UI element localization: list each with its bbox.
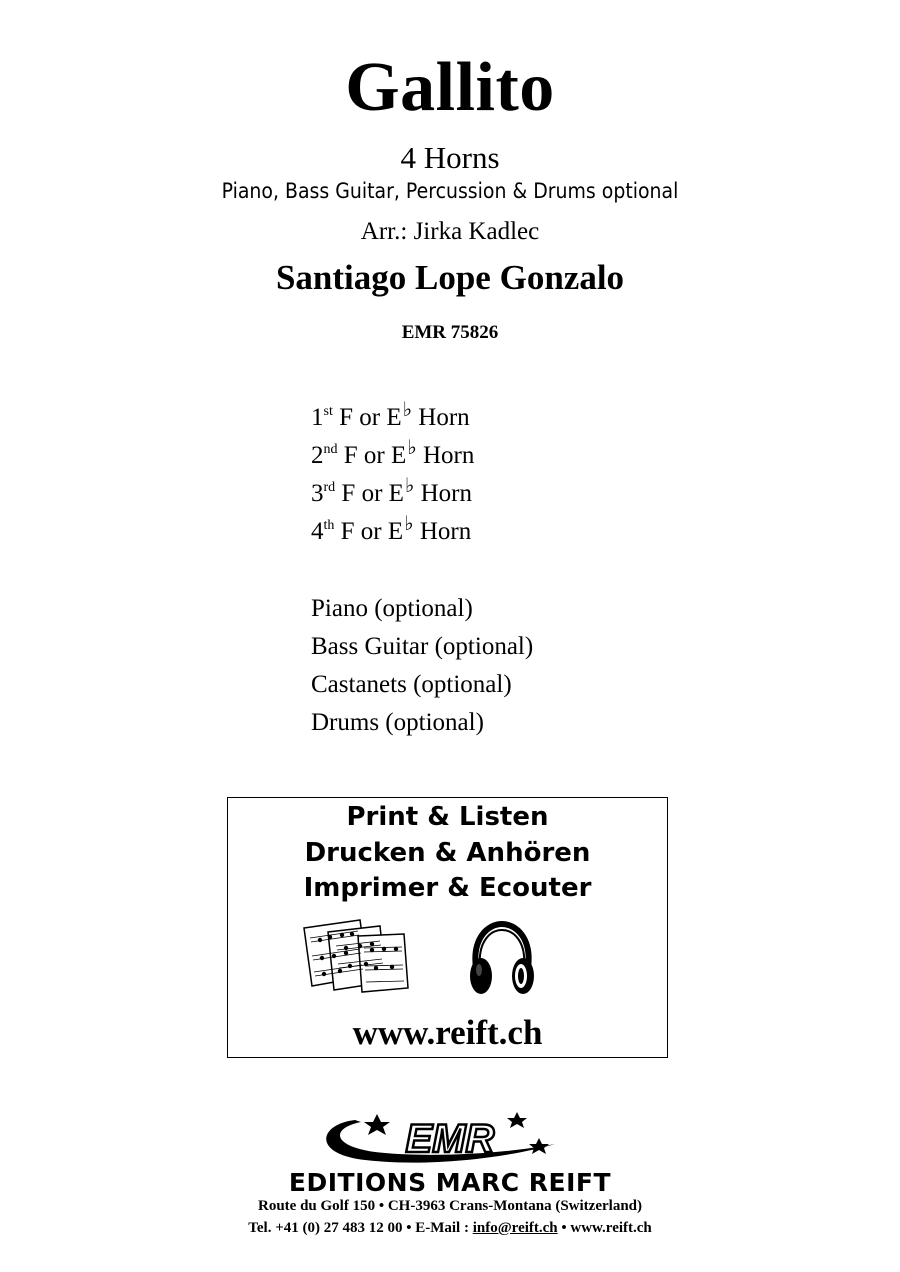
part-item: 3rd F or E♭ Horn xyxy=(311,475,472,507)
composer: Santiago Lope Gonzalo xyxy=(275,258,625,297)
catalog-number: EMR 75826 xyxy=(401,322,499,343)
part-item: Drums (optional) xyxy=(311,709,484,736)
horn-parts-list xyxy=(311,399,474,551)
phone-number: Tel. +41 (0) 27 483 12 00 • E-Mail : xyxy=(248,1220,473,1236)
website-link[interactable]: www.reift.ch xyxy=(352,1013,543,1052)
part-item: Piano (optional) xyxy=(311,595,473,622)
publisher-address: Route du Golf 150 • CH-3963 Crans-Montana (Switzerland) xyxy=(258,1198,642,1214)
emr-logo xyxy=(305,1108,595,1168)
page-title: Gallito xyxy=(345,49,555,126)
instrumentation: 4 Horns xyxy=(400,140,500,175)
promo-line-german: Drucken & Anhören xyxy=(304,838,591,868)
promo-line-french: Imprimer & Ecouter xyxy=(303,873,592,903)
part-item: 1st F or E♭ Horn xyxy=(311,399,470,431)
email-link[interactable]: info@reift.ch xyxy=(472,1220,558,1236)
print-listen-box xyxy=(227,797,668,1058)
footer-website: • www.reift.ch xyxy=(557,1220,652,1236)
optional-parts-list xyxy=(311,590,533,742)
optional-instruments-line: Piano, Bass Guitar, Percussion & Drums optional xyxy=(221,179,679,203)
part-item: Bass Guitar (optional) xyxy=(311,633,534,660)
logo-text: EMR xyxy=(405,1117,495,1161)
part-item: 2nd F or E♭ Horn xyxy=(311,437,475,469)
sheet-music-icon xyxy=(300,916,412,996)
part-item: Castanets (optional) xyxy=(311,671,512,698)
promo-line-english: Print & Listen xyxy=(346,802,549,832)
arranger: Arr.: Jirka Kadlec xyxy=(360,218,540,245)
publisher-name: EDITIONS MARC REIFT xyxy=(288,1168,612,1197)
part-item: 4th F or E♭ Horn xyxy=(311,513,472,545)
publisher-contact xyxy=(0,1220,900,1237)
headphones-icon xyxy=(466,920,538,1000)
